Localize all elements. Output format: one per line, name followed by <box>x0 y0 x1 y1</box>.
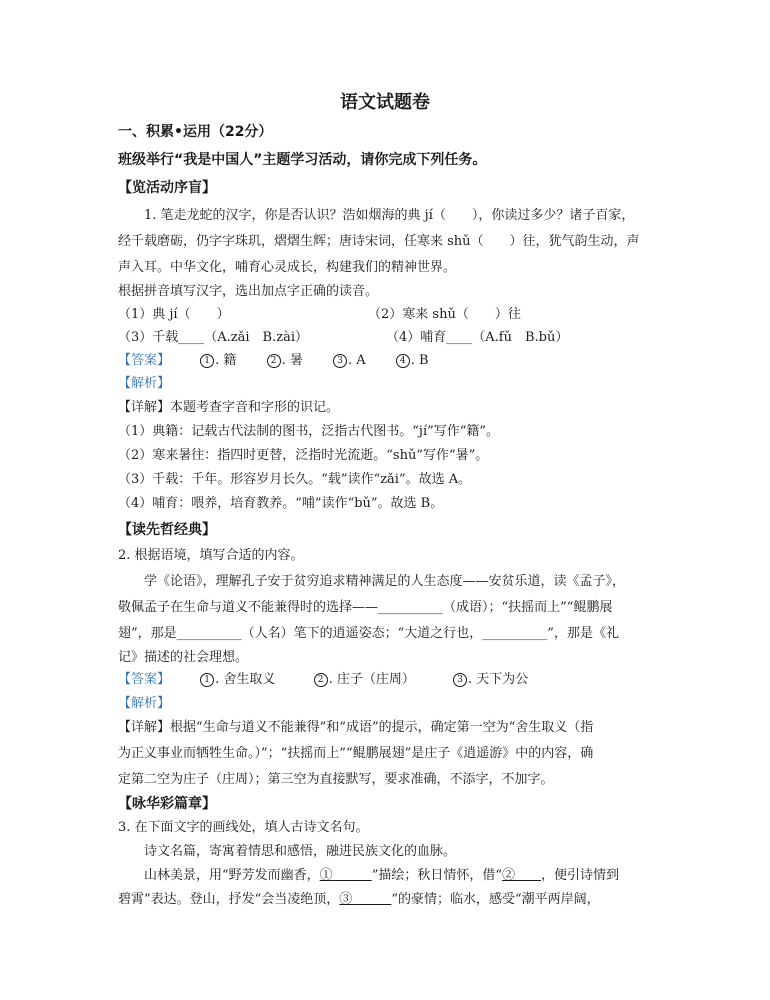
blank-number: ① <box>319 868 333 883</box>
q1-detail-1: （1）典籍：记载古代法制的图书，泛指古代图书。“jí”写作“籍”。 <box>118 424 500 439</box>
q2-answer-2 <box>314 670 415 690</box>
q2-stem: 2. 根据语境，填写合适的内容。 <box>118 548 304 563</box>
q3-text: ”的豪情；临水，感受“潮平两岸阔， <box>391 892 600 907</box>
part2-heading: 【读先哲经典】 <box>118 522 216 538</box>
q1-items-row2 <box>118 328 569 348</box>
q1-detail-3: （3）千载：千年。形容岁月长久。“载”读作“zǎi”。故选 A。 <box>118 472 472 487</box>
circled-number: 3 <box>333 354 347 368</box>
circled-number: 1 <box>200 354 214 368</box>
circled-number: 2 <box>314 673 328 687</box>
blank-3 <box>339 892 391 907</box>
q1-item-1: （1）典 jí（ ） <box>118 307 230 322</box>
answer-text: . 舍生取义 <box>215 672 276 687</box>
circled-number: 3 <box>453 673 467 687</box>
q3-stem: 3. 在下面文字的画线处，填人古诗文名句。 <box>118 820 369 835</box>
q2-answer-row <box>118 670 528 690</box>
q3-line2 <box>144 866 619 886</box>
blank-1 <box>320 868 372 883</box>
circled-number: 1 <box>200 673 214 687</box>
circled-number: 4 <box>396 354 410 368</box>
q1-detail-2: （2）寒来暑往：指四时更替，泛指时光流逝。“shǔ”写作“暑”。 <box>118 448 489 463</box>
q2-detail-1: 为正义事业而牺牲生命。）”；“扶摇而上”“鲲鹏展翅”是庄子《逍遥游》中的内容，确 <box>118 746 594 761</box>
q2-detail-2: 定第二空为庄子（庄周）；第三空为直接默写，要求准确，不添字，不加字。 <box>118 772 554 787</box>
answer-text: . 籍 <box>215 353 237 368</box>
q3-line3 <box>118 890 600 910</box>
q1-answer-3 <box>333 351 366 371</box>
q3-text: 山林美景，用“野芳发而幽香， <box>144 868 320 883</box>
answer-text: . 庄子（庄周） <box>328 672 415 687</box>
q3-text: ，便引诗情到 <box>541 868 620 883</box>
circled-number: 2 <box>267 354 281 368</box>
q2-para-2: 翅”，那是__________（人名）笔下的逍遥姿态；“大道之行也，__________”，那是《礼 <box>118 626 619 641</box>
answer-tag: 【答案】 <box>118 672 171 687</box>
q1-items-row1 <box>118 305 521 325</box>
section-heading: 一、积累•运用（22分） <box>118 124 273 140</box>
q1-answer-4 <box>396 351 429 371</box>
q1-line1: 1. 笔走龙蛇的汉字，你是否认识？浩如烟海的典 jí（ ），你读过多少？诸子百家， <box>144 208 635 223</box>
q1-answer-2 <box>267 351 303 371</box>
q3-line1: 诗文名篇，寄寓着情思和感悟，融进民族文化的血脉。 <box>144 844 457 859</box>
q1-line3: 声入耳。中华文化，哺育心灵成长，构建我们的精神世界。 <box>118 260 457 275</box>
blank-2 <box>502 868 541 883</box>
q1-line2: 经千载磨砺，仍字字珠玑，熠熠生辉；唐诗宋词，任寒来 shǔ（ ）往，犹气韵生动，声 <box>118 234 640 249</box>
q1-detail-0: 【详解】本题考查字音和字形的识记。 <box>118 400 340 415</box>
q2-detail-0: 【详解】根据“生命与道义不能兼得”和“成语”的提示，确定第一空为“舍生取义（指 <box>118 720 594 735</box>
part3-heading: 【咏华彩篇章】 <box>118 796 216 812</box>
q2-para-3: 记》描述的社会理想。 <box>118 650 249 665</box>
q2-para-0: 学《论语》，理解孔子安于贫穷追求精神满足的人生态度——安贫乐道，读《孟子》， <box>144 574 626 589</box>
q3-text: 碧霄”表达。登山，抒发“会当凌绝顶， <box>118 892 340 907</box>
q1-item-4: （4）哺育____（A.fǔ B.bǔ） <box>386 330 569 345</box>
q1-item-2: （2）寒来 shǔ（ ）往 <box>368 307 521 322</box>
q1-instruction: 根据拼音填写汉字，选出加点字正确的读音。 <box>118 284 379 299</box>
q2-answer-1 <box>200 670 275 690</box>
answer-text: . 天下为公 <box>467 672 529 687</box>
answer-text: . 暑 <box>281 353 303 368</box>
q2-para-1: 敬佩孟子在生命与道义不能兼得时的选择——__________（成语）；“扶摇而上”“鲲鹏展 <box>118 600 613 615</box>
page-title: 语文试题卷 <box>340 92 430 113</box>
q1-answer-1 <box>200 351 236 371</box>
analysis-tag: 【解析】 <box>118 376 171 391</box>
analysis-tag: 【解析】 <box>118 696 171 711</box>
q3-text: ”描绘；秋日情怀，借“ <box>371 868 502 883</box>
blank-number: ③ <box>339 892 353 907</box>
blank-number: ② <box>501 868 515 883</box>
q1-detail-4: （4）哺育：喂养，培育教养。“哺”读作“bǔ”。故选 B。 <box>118 496 444 511</box>
part1-heading: 【览活动序盲】 <box>118 180 216 196</box>
task-intro: 班级举行“我是中国人”主题学习活动，请你完成下列任务。 <box>118 152 487 168</box>
q1-answer-row <box>118 351 429 371</box>
q2-answer-3 <box>453 670 528 690</box>
answer-text: . A <box>347 353 366 368</box>
answer-text: . B <box>410 353 429 368</box>
q1-item-3: （3）千载____（A.zǎi B.zài） <box>118 330 308 345</box>
answer-tag: 【答案】 <box>118 353 171 368</box>
